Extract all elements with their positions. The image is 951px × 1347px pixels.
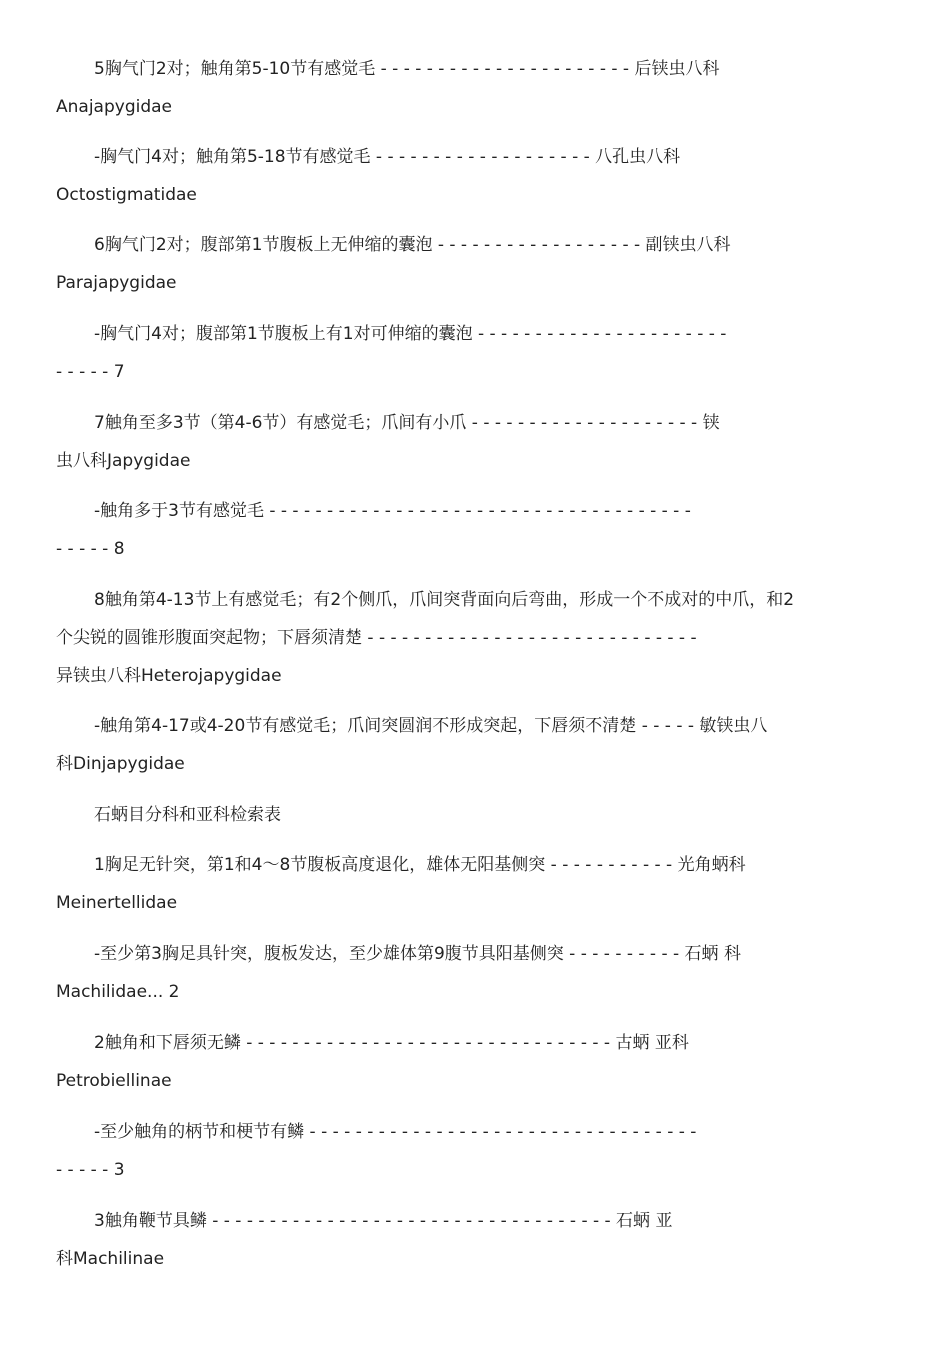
key-entry-8b-line2: 科Dinjapygidae xyxy=(56,754,185,774)
key-entry-6-line2: Parajapygidae xyxy=(56,273,177,293)
key-entry-m3 xyxy=(56,1202,896,1278)
key-entry-5 xyxy=(56,50,896,126)
key-entry-7b-line2: - - - - - 8 xyxy=(56,539,125,559)
key-entry-7 xyxy=(56,404,896,480)
key-entry-m2b-line2: - - - - - 3 xyxy=(56,1160,125,1180)
key-entry-6b xyxy=(56,315,896,391)
key-entry-5-line2: Anajapygidae xyxy=(56,97,172,117)
key-entry-m2-line1: 2触角和下唇须无鳞 - - - - - - - - - - - - - - - - - - - - - - - - - - - - - - - - 古蛃 亚科 xyxy=(94,1033,689,1053)
key-entry-8 xyxy=(56,581,896,695)
key-entry-7b xyxy=(56,492,896,568)
key-entry-5b-line2: Octostigmatidae xyxy=(56,185,197,205)
key-entry-m1-line1: 1胸足无针突，第1和4～8节腹板高度退化，雄体无阳基侧突 - - - - - - - - - - - 光角蛃科 xyxy=(94,855,746,875)
key-entry-6b-line1: -胸气门4对；腹部第1节腹板上有1对可伸缩的囊泡 - - - - - - - - - - - - - - - - - - - - - - xyxy=(94,324,727,344)
key-entry-5-line1: 5胸气门2对；触角第5-10节有感觉毛 - - - - - - - - - - - - - - - - - - - - - - 后铗虫八科 xyxy=(94,59,720,79)
key-entry-7b-line1: -触角多于3节有感觉毛 - - - - - - - - - - - - - - - - - - - - - - - - - - - - - - - - - - - - - xyxy=(94,501,691,521)
key-entry-8b-line1: -触角第4-17或4-20节有感觉毛；爪间突圆润不形成突起，下唇须不清楚 - - - - - 敏铗虫八 xyxy=(94,716,768,736)
key-entry-m3-line1: 3触角鞭节具鳞 - - - - - - - - - - - - - - - - - - - - - - - - - - - - - - - - - - - 石蛃 亚 xyxy=(94,1211,673,1231)
key-entry-8-line3: 异铗虫八科Heterojapygidae xyxy=(56,666,282,686)
key-entry-8b xyxy=(56,707,896,783)
key-entry-8-line1: 8触角第4-13节上有感觉毛；有2个侧爪，爪间突背面向后弯曲，形成一个不成对的中爪，和2 xyxy=(94,590,795,610)
key-entry-6 xyxy=(56,226,896,302)
key-entry-8-line2: 个尖锐的圆锥形腹面突起物；下唇须清楚 - - - - - - - - - - - - - - - - - - - - - - - - - - - - - xyxy=(56,628,697,648)
key-entry-7-line1: 7触角至多3节（第4-6节）有感觉毛；爪间有小爪 - - - - - - - - - - - - - - - - - - - - 铗 xyxy=(94,413,720,433)
key-entry-6-line1: 6胸气门2对；腹部第1节腹板上无伸缩的囊泡 - - - - - - - - - - - - - - - - - - 副铗虫八科 xyxy=(94,235,731,255)
key-entry-m1b xyxy=(56,935,896,1011)
key-entry-m1 xyxy=(56,846,896,922)
key-entry-m3-line2: 科Machilinae xyxy=(56,1249,165,1269)
section-heading-text: 石蛃目分科和亚科检索表 xyxy=(94,805,281,825)
key-entry-m2b-line1: -至少触角的柄节和梗节有鳞 - - - - - - - - - - - - - - - - - - - - - - - - - - - - - - - - - - xyxy=(94,1122,697,1142)
key-entry-m1b-line1: -至少第3胸足具针突，腹板发达，至少雄体第9腹节具阳基侧突 - - - - - - - - - - 石蛃 科 xyxy=(94,944,741,964)
key-entry-m2-line2: Petrobiellinae xyxy=(56,1071,172,1091)
key-entry-m1b-line2: Machilidae... 2 xyxy=(56,982,180,1002)
key-entry-m1-line2: Meinertellidae xyxy=(56,893,178,913)
key-entry-5b xyxy=(56,138,896,214)
key-entry-m2 xyxy=(56,1024,896,1100)
key-entry-5b-line1: -胸气门4对；触角第5-18节有感觉毛 - - - - - - - - - - - - - - - - - - - 八孔虫八科 xyxy=(94,147,681,167)
section-heading xyxy=(56,796,896,834)
key-entry-m2b xyxy=(56,1113,896,1189)
key-entry-6b-line2: - - - - - 7 xyxy=(56,362,125,382)
key-entry-7-line2: 虫八科Japygidae xyxy=(56,451,191,471)
